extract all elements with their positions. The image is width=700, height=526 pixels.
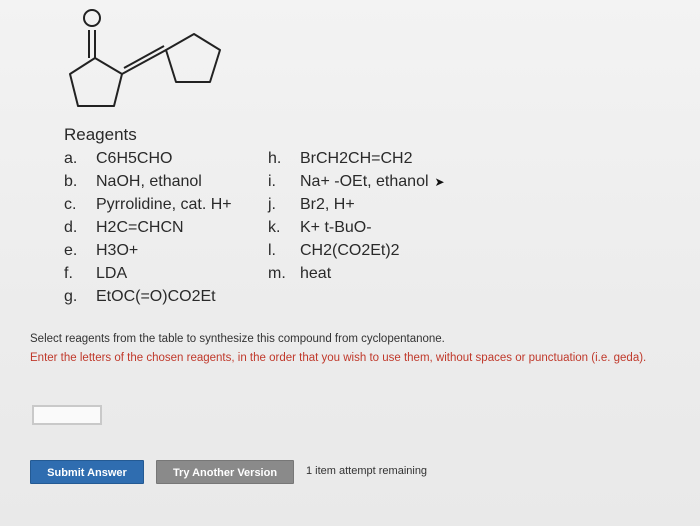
reagent-label: EtOC(=O)CO2Et xyxy=(96,288,216,305)
try-another-version-button[interactable]: Try Another Version xyxy=(156,460,294,484)
reagent-label: CH2(CO2Et)2 xyxy=(300,242,400,259)
reagent-letter: d. xyxy=(64,219,78,236)
reagent-letter: f. xyxy=(64,265,73,282)
reagent-label: LDA xyxy=(96,265,128,282)
reagent-m xyxy=(268,262,445,285)
reagent-letter: a. xyxy=(64,150,78,167)
instruction-format-text: Enter the letters of the chosen reagents, in the order that you wish to use them, without spaces or punctuation (i.e. geda). xyxy=(30,352,647,364)
reagent-label: Na+ -OEt, ethanol xyxy=(300,173,429,190)
reagent-letter: b. xyxy=(64,173,78,190)
cyclopentanone-ring xyxy=(70,58,122,106)
reagent-letter: j. xyxy=(268,196,276,213)
reagent-l xyxy=(268,239,445,262)
reagent-e xyxy=(64,239,232,262)
reagent-letter: e. xyxy=(64,242,78,259)
instruction-text: Select reagents from the table to synthesize this compound from cyclopentanone. xyxy=(30,333,445,345)
reagent-i xyxy=(268,170,445,193)
oxygen-atom-circle xyxy=(84,10,100,26)
reagent-h xyxy=(268,147,445,170)
reagent-label: Br2, H+ xyxy=(300,196,355,213)
reagent-label: NaOH, ethanol xyxy=(96,173,202,190)
reagent-label: heat xyxy=(300,265,332,282)
reagent-letter: c. xyxy=(64,196,77,213)
answer-input[interactable] xyxy=(32,405,102,425)
reagent-letter: g. xyxy=(64,288,78,305)
reagent-letter: i. xyxy=(268,173,276,190)
cyclopentylidene-ring xyxy=(166,34,220,82)
reagent-f xyxy=(64,262,232,285)
attempts-remaining-text: 1 item attempt remaining xyxy=(306,465,428,477)
reagent-label: BrCH2CH=CH2 xyxy=(300,150,413,167)
mouse-cursor-icon: ➤ xyxy=(434,175,445,189)
reagent-label: H3O+ xyxy=(96,242,139,259)
reagent-label: H2C=CHCN xyxy=(96,219,184,236)
reagent-g xyxy=(64,285,232,308)
reagent-k xyxy=(268,216,445,239)
submit-answer-button[interactable]: Submit Answer xyxy=(30,460,144,484)
reagents-list-right xyxy=(268,147,445,285)
reagent-letter: m. xyxy=(268,265,286,282)
reagent-label: Pyrrolidine, cat. H+ xyxy=(96,196,232,213)
target-compound-structure xyxy=(48,4,238,122)
reagent-d xyxy=(64,216,232,239)
reagent-label: C6H5CHO xyxy=(96,150,173,167)
reagent-a xyxy=(64,147,232,170)
reagent-c xyxy=(64,193,232,216)
reagent-label: K+ t-BuO- xyxy=(300,219,372,236)
reagent-j xyxy=(268,193,445,216)
reagent-letter: l. xyxy=(268,242,276,259)
reagents-list-left xyxy=(64,147,232,308)
reagent-b xyxy=(64,170,232,193)
reagents-heading: Reagents xyxy=(64,125,137,144)
reagent-letter: k. xyxy=(268,219,281,236)
reagent-letter: h. xyxy=(268,150,282,167)
